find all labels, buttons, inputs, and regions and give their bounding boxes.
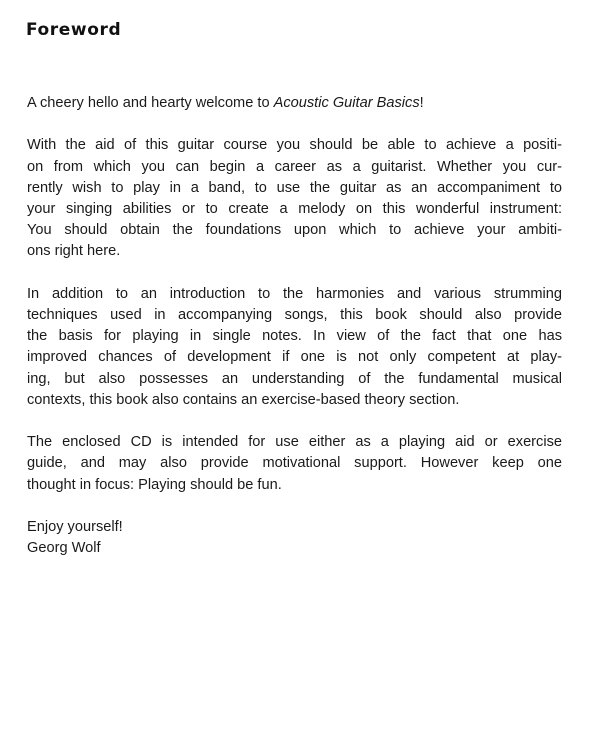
paragraph-line: on from which you can begin a career as a guitarist. Whether you cur- <box>27 158 562 175</box>
paragraph-line: techniques used in accompanying songs, this book should also provide <box>27 307 562 323</box>
book-title: Acoustic Guitar Basics <box>273 95 420 111</box>
page-title: Foreword <box>26 20 122 40</box>
paragraph-line: thought in focus: Playing should be fun. <box>27 476 282 493</box>
greeting-suffix: ! <box>419 95 424 111</box>
closing-line: Enjoy yourself! <box>27 519 123 535</box>
paragraph-line: your singing abilities or to create a melody on this wonderful instrument: <box>27 201 562 217</box>
paragraph-1 <box>27 135 562 262</box>
paragraph-line: contexts, this book also contains an exercise-based theory section. <box>27 391 460 408</box>
paragraph-line: The enclosed CD is intended for use either as a playing aid or exercise <box>27 434 562 451</box>
paragraph-line: the basis for playing in single notes. In view of the fact that one has <box>27 328 562 345</box>
paragraph-line: guide, and may also provide motivational support. However keep one <box>27 455 562 472</box>
paragraph-gap <box>27 263 562 284</box>
paragraph-line: In addition to an introduction to the harmonies and various strumming <box>27 285 562 302</box>
greeting-line <box>27 93 562 114</box>
greeting-prefix: A cheery hello and hearty welcome to <box>27 95 274 111</box>
paragraph-line: You should obtain the foundations upon which to achieve your ambiti- <box>27 222 562 239</box>
paragraph-line: With the aid of this guitar course you should be able to achieve a positi- <box>27 137 562 154</box>
author-signature: Georg Wolf <box>27 540 101 557</box>
paragraph-line: ons right here. <box>27 243 121 260</box>
paragraph-2 <box>27 284 562 411</box>
paragraph-3 <box>27 432 562 496</box>
paragraph-line: rently wish to play in a band, to use the guitar as an accompaniment to <box>27 179 562 196</box>
foreword-body <box>27 93 562 559</box>
paragraph-line: improved chances of development if one is not only competent at play- <box>27 349 562 366</box>
paragraph-gap <box>27 411 562 432</box>
paragraph-gap <box>27 496 562 517</box>
paragraph-line: ing, but also possesses an understanding of the fundamental musical <box>27 370 562 387</box>
paragraph-gap <box>27 114 562 135</box>
